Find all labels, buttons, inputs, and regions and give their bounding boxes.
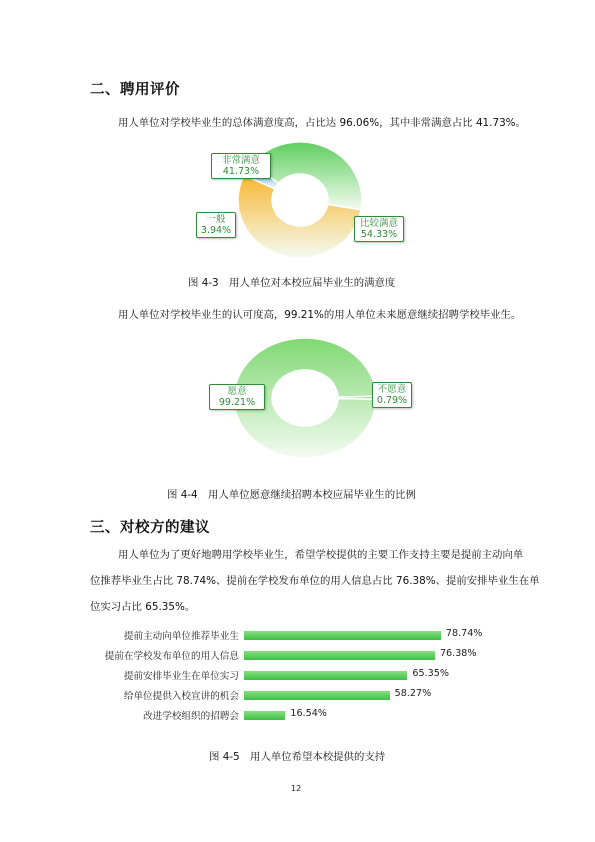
support-bar-chart: [0, 628, 595, 728]
label-satisfied-value: 54.33%: [360, 229, 398, 240]
bar-value-label: 65.35%: [412, 668, 449, 679]
section-heading-suggestions: 三、对校方的建议: [90, 520, 210, 536]
bar-row: [0, 628, 595, 642]
bar-row: [0, 668, 595, 682]
label-unwilling-value: 0.79%: [376, 395, 408, 406]
paragraph-line-3: 位实习占比 65.35%。: [90, 601, 196, 613]
label-fair-name: 一般: [206, 214, 226, 225]
paragraph-satisfaction: 用人单位对学校毕业生的总体满意度高，占比达 96.06%，其中非常满意占比 41.73%。: [118, 117, 526, 129]
label-unwilling: [372, 382, 412, 408]
label-willing-value: 99.21%: [218, 397, 256, 408]
figure-caption-4-5: 图 4-5 用人单位希望本校提供的支持: [209, 751, 386, 763]
bar-category-label: 改进学校组织的招聘会: [143, 711, 239, 722]
label-fair: [196, 212, 236, 238]
bar-category-label: 给单位提供入校宣讲的机会: [123, 691, 239, 702]
bar-category-label: 提前主动向单位推荐毕业生: [123, 631, 239, 642]
label-satisfied-name: 比较满意: [359, 218, 398, 229]
paragraph-recognition: 用人单位对学校毕业生的认可度高，99.21%的用人单位未来愿意继续招聘学校毕业生。: [118, 309, 522, 321]
bar: [244, 651, 435, 660]
donut-slice-1: [338, 396, 376, 399]
figure-caption-4-3: 图 4-3 用人单位对本校应届毕业生的满意度: [188, 277, 396, 289]
label-satisfied: [354, 216, 404, 242]
section-heading-evaluation: 二、聘用评价: [90, 82, 180, 98]
bar-row: [0, 648, 595, 662]
label-fair-value: 3.94%: [200, 225, 232, 236]
bar: [244, 711, 285, 720]
paragraph-suggestions: [90, 542, 540, 620]
label-willing-name: 愿意: [227, 386, 247, 397]
bar: [244, 631, 441, 640]
page-number: 12: [291, 784, 302, 793]
satisfaction-donut-chart: [160, 138, 440, 266]
paragraph-line-2: 位推荐毕业生占比 78.74%、提前在学校发布单位的用人信息占比 76.38%、提前安排毕业生在单: [90, 575, 540, 587]
label-very-satisfied: [211, 153, 271, 179]
bar-value-label: 16.54%: [290, 708, 327, 719]
label-very-satisfied-value: 41.73%: [222, 166, 260, 177]
bar: [244, 671, 407, 680]
paragraph-line-1: 用人单位为了更好地聘用学校毕业生，希望学校提供的主要工作支持主要是提前主动向单: [118, 549, 524, 561]
figure-caption-4-4: 图 4-4 用人单位愿意继续招聘本校应届毕业生的比例: [167, 489, 416, 501]
bar-category-label: 提前安排毕业生在单位实习: [123, 671, 239, 682]
bar-value-label: 78.74%: [445, 628, 483, 639]
bar-value-label: 76.38%: [439, 648, 477, 659]
label-unwilling-name: 不愿意: [377, 384, 407, 395]
bar-row: [0, 708, 595, 722]
bar-value-label: 58.27%: [394, 688, 432, 699]
label-willing: [209, 384, 265, 410]
label-very-satisfied-name: 非常满意: [221, 155, 260, 166]
bar-category-label: 提前在学校发布单位的用人信息: [104, 651, 239, 662]
bar-row: [0, 688, 595, 702]
bar: [244, 691, 390, 700]
